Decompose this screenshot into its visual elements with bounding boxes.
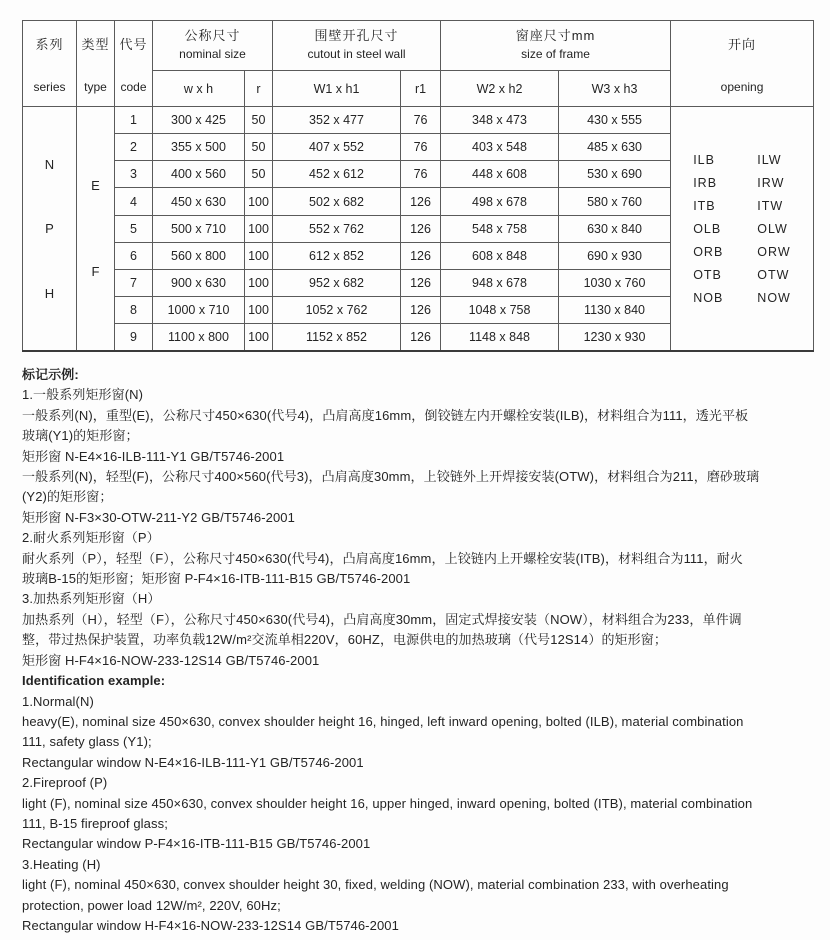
cell-r: 100 [245, 324, 273, 351]
notes-title-en: Identification example: [22, 673, 166, 689]
cell-code: 7 [115, 269, 153, 296]
header-type-en: type [84, 79, 107, 94]
header-w3h3: W3 x h3 [559, 71, 671, 107]
header-r: r [245, 71, 273, 107]
cell-r1: 76 [401, 134, 441, 161]
cell-w3h3: 630 x 840 [559, 215, 671, 242]
cell-r: 100 [245, 297, 273, 324]
cell-w2h2: 448 x 608 [441, 161, 559, 188]
cell-w3h3: 485 x 630 [559, 134, 671, 161]
notes-title-zh: 标记示例: [22, 367, 79, 382]
notes-line: protection, power load 12W/m², 220V, 60Hz; [22, 897, 281, 913]
cell-code: 5 [115, 215, 153, 242]
spec-table [22, 20, 814, 352]
notes-line: 加热系列（H），轻型（F），公称尺寸450×630(代号4)，凸肩高度30mm，固定式焊接安装（NOW），材料组合为233，单件调 [22, 611, 742, 627]
header-nominal-en: nominal size [179, 47, 246, 62]
series-h: H [44, 285, 55, 301]
cell-w3h3: 530 x 690 [559, 161, 671, 188]
notes-line: Rectangular window N-E4×16-ILB-111-Y1 GB/T5746-2001 [22, 754, 364, 770]
cell-w1h1: 502 x 682 [273, 188, 401, 215]
cell-w2h2: 1048 x 758 [441, 297, 559, 324]
type-e: E [91, 178, 100, 193]
cell-w3h3: 1130 x 840 [559, 297, 671, 324]
opening-code: OLB [693, 221, 722, 236]
cell-w1h1: 452 x 612 [273, 161, 401, 188]
opening-code: ILW [757, 152, 782, 167]
cell-w2h2: 403 x 548 [441, 134, 559, 161]
cell-w1h1: 1152 x 852 [273, 324, 401, 351]
cell-r1: 126 [401, 269, 441, 296]
series-n: N [44, 156, 55, 172]
header-nominal-zh: 公称尺寸 [184, 28, 241, 44]
header-wh: w x h [153, 71, 245, 107]
cell-r1: 126 [401, 297, 441, 324]
cell-r1: 76 [401, 161, 441, 188]
header-frame-zh: 窗座尺寸mm [515, 28, 596, 44]
cell-wh: 300 x 425 [153, 107, 245, 134]
cell-wh: 1100 x 800 [153, 324, 245, 351]
notes-line: (Y2)的矩形窗； [22, 489, 113, 505]
notes-line: 1.Normal(N) [22, 693, 94, 709]
notes-line: light (F), nominal size 450×630, convex shoulder height 16, upper hinged, inward opening, bolted (ITB), material combination [22, 795, 753, 811]
series-p: P [45, 221, 54, 236]
notes-line: 111, B-15 fireproof glass; [22, 815, 168, 831]
cell-code: 9 [115, 324, 153, 351]
cell-w2h2: 1148 x 848 [441, 324, 559, 351]
cell-wh: 450 x 630 [153, 188, 245, 215]
notes-line: 玻璃B-15的矩形窗；矩形窗 P-F4×16-ITB-111-B15 GB/T5746-2001 [22, 571, 411, 587]
type-f: F [91, 264, 100, 279]
cell-code: 3 [115, 161, 153, 188]
cell-w2h2: 498 x 678 [441, 188, 559, 215]
cell-w1h1: 612 x 852 [273, 242, 401, 269]
series-cell [23, 107, 77, 352]
opening-code: ITW [757, 198, 784, 213]
cell-w3h3: 690 x 930 [559, 242, 671, 269]
notes-section [22, 365, 814, 936]
header-frame-size [441, 21, 671, 71]
opening-code: ORW [757, 244, 791, 259]
header-series-zh: 系列 [35, 36, 64, 52]
opening-code: ORB [693, 244, 724, 259]
notes-line: 矩形窗 N-E4×16-ILB-111-Y1 GB/T5746-2001 [22, 448, 285, 464]
cell-r: 100 [245, 188, 273, 215]
cell-code: 1 [115, 107, 153, 134]
cell-code: 6 [115, 242, 153, 269]
notes-line: 矩形窗 H-F4×16-NOW-233-12S14 GB/T5746-2001 [22, 652, 320, 668]
cell-w2h2: 948 x 678 [441, 269, 559, 296]
cell-code: 4 [115, 188, 153, 215]
cell-r: 50 [245, 161, 273, 188]
header-opening [671, 21, 814, 107]
cell-wh: 1000 x 710 [153, 297, 245, 324]
opening-cell [671, 107, 814, 352]
table-row [23, 107, 814, 134]
notes-line: 一般系列(N)，重型(E)，公称尺寸450×630(代号4)，凸肩高度16mm，倒铰链左内开螺栓安装(ILB)，材料组合为111，透光平板 [22, 407, 749, 423]
cell-r1: 126 [401, 215, 441, 242]
cell-w2h2: 548 x 758 [441, 215, 559, 242]
opening-code: IRB [693, 175, 718, 190]
cell-r: 100 [245, 242, 273, 269]
notes-line: Rectangular window H-F4×16-NOW-233-12S14 GB/T5746-2001 [22, 917, 399, 933]
header-cutout [273, 21, 441, 71]
notes-line: 111, safety glass (Y1); [22, 734, 152, 750]
header-w2h2: W2 x h2 [441, 71, 559, 107]
notes-line: 整，带过热保护装置，功率负载12W/m²交流单相220V，60HZ，电源供电的加热玻璃（代号12S14）的矩形窗； [22, 632, 667, 648]
opening-code: OLW [757, 221, 788, 236]
cell-w3h3: 1230 x 930 [559, 324, 671, 351]
cell-r1: 76 [401, 107, 441, 134]
cell-code: 2 [115, 134, 153, 161]
cell-code: 8 [115, 297, 153, 324]
opening-code: ILB [693, 152, 715, 167]
cell-w2h2: 348 x 473 [441, 107, 559, 134]
header-opening-zh: 开向 [728, 36, 757, 52]
notes-line: 矩形窗 N-F3×30-OTW-211-Y2 GB/T5746-2001 [22, 509, 295, 525]
notes-line: 3.加热系列矩形窗（H） [22, 591, 161, 607]
cell-wh: 500 x 710 [153, 215, 245, 242]
notes-line: 耐火系列（P），轻型（F），公称尺寸450×630(代号4)，凸肩高度16mm，上铰链内上开螺栓安装(ITB)，材料组合为111，耐火 [22, 550, 743, 566]
cell-r1: 126 [401, 188, 441, 215]
cell-w3h3: 580 x 760 [559, 188, 671, 215]
header-frame-en: size of frame [521, 47, 590, 62]
cell-w1h1: 952 x 682 [273, 269, 401, 296]
opening-code: OTW [757, 267, 790, 282]
cell-r: 100 [245, 269, 273, 296]
cell-w1h1: 407 x 552 [273, 134, 401, 161]
header-w1h1: W1 x h1 [273, 71, 401, 107]
header-nominal-size [153, 21, 273, 71]
header-code-zh: 代号 [119, 36, 148, 52]
notes-line: 玻璃(Y1)的矩形窗； [22, 428, 139, 444]
notes-line: heavy(E), nominal size 450×630, convex shoulder height 16, hinged, left inward opening, bolted (ILB), material combination [22, 713, 744, 729]
cell-r1: 126 [401, 242, 441, 269]
cell-r: 100 [245, 215, 273, 242]
header-code [115, 21, 153, 107]
header-type-zh: 类型 [81, 36, 110, 52]
cell-w3h3: 430 x 555 [559, 107, 671, 134]
header-series [23, 21, 77, 107]
opening-code: ITB [693, 198, 716, 213]
notes-line: 3.Heating (H) [22, 856, 101, 872]
header-cutout-en: cutout in steel wall [307, 47, 406, 62]
notes-line: 一般系列(N)，轻型(F)，公称尺寸400×560(代号3)，凸肩高度30mm，上铰链外上开焊接安装(OTW)，材料组合为211，磨砂玻璃 [22, 469, 760, 485]
cell-r: 50 [245, 107, 273, 134]
notes-line: 2.耐火系列矩形窗（P） [22, 530, 160, 546]
cell-w1h1: 352 x 477 [273, 107, 401, 134]
cell-r: 50 [245, 134, 273, 161]
opening-code: NOB [693, 290, 724, 305]
cell-r1: 126 [401, 324, 441, 351]
opening-code: IRW [757, 175, 785, 190]
cell-wh: 355 x 500 [153, 134, 245, 161]
header-type [77, 21, 115, 107]
header-opening-en: opening [720, 79, 764, 94]
cell-wh: 900 x 630 [153, 269, 245, 296]
opening-code: OTB [693, 267, 722, 282]
header-cutout-zh: 围壁开孔尺寸 [314, 28, 399, 44]
cell-w2h2: 608 x 848 [441, 242, 559, 269]
cell-w1h1: 552 x 762 [273, 215, 401, 242]
type-cell [77, 107, 115, 352]
notes-line: Rectangular window P-F4×16-ITB-111-B15 GB/T5746-2001 [22, 836, 371, 852]
header-series-en: series [33, 79, 66, 94]
opening-code: NOW [757, 290, 791, 305]
notes-line: 2.Fireproof (P) [22, 775, 108, 791]
header-code-en: code [120, 79, 147, 94]
cell-w3h3: 1030 x 760 [559, 269, 671, 296]
cell-wh: 560 x 800 [153, 242, 245, 269]
cell-w1h1: 1052 x 762 [273, 297, 401, 324]
header-r1: r1 [401, 71, 441, 107]
notes-line: 1.一般系列矩形窗(N) [22, 387, 144, 403]
cell-wh: 400 x 560 [153, 161, 245, 188]
notes-line: light (F), nominal 450×630, convex shoulder height 30, fixed, welding (NOW), material combination 233, with overheating [22, 877, 729, 893]
